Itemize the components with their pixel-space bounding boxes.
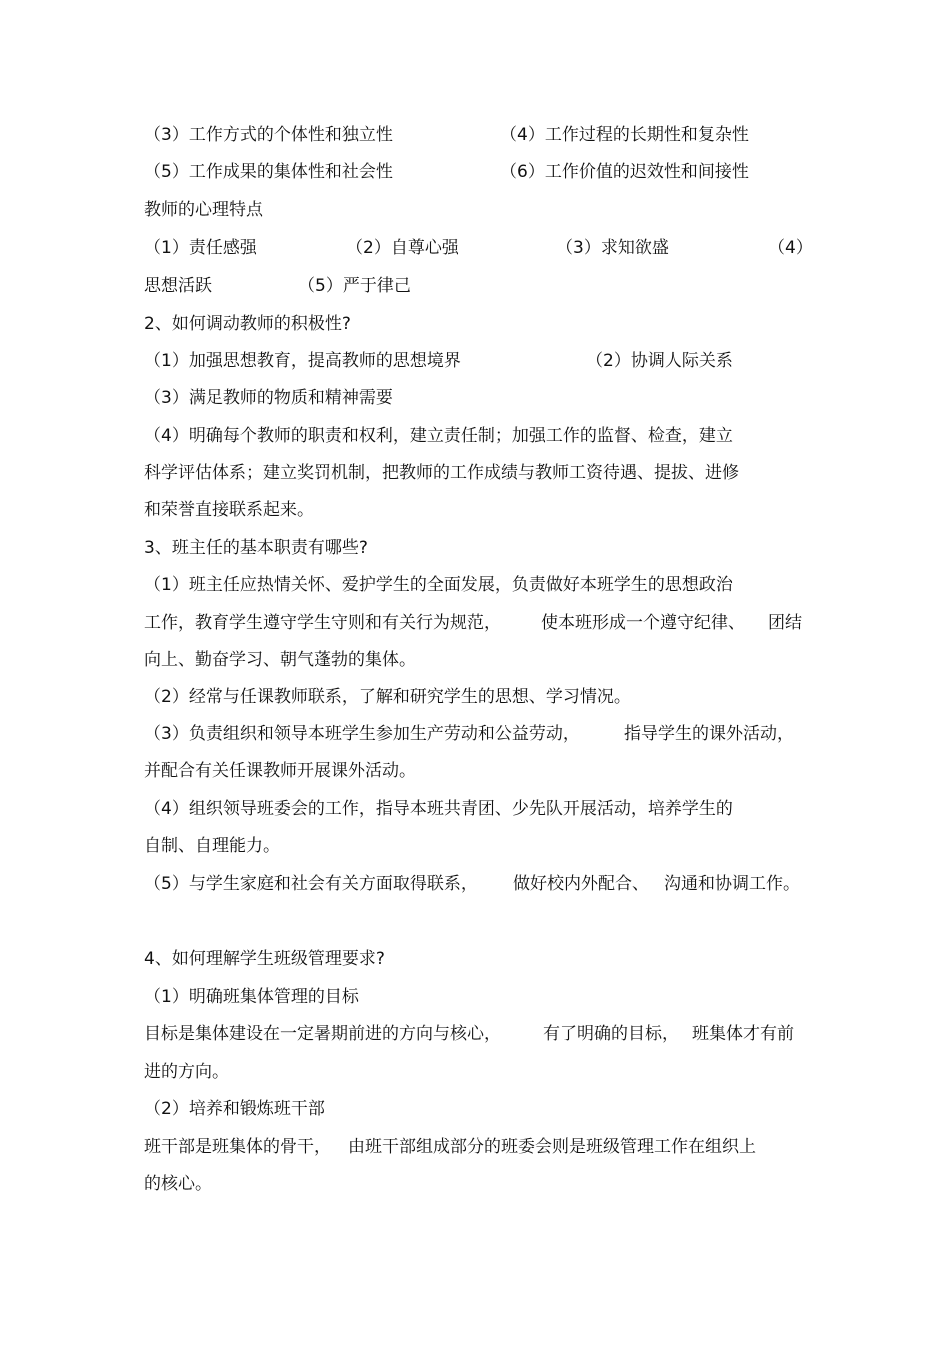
text-line: （2）培养和锻炼班干部 bbox=[144, 1099, 325, 1119]
text-line: 的核心。 bbox=[144, 1174, 212, 1194]
text-line: （5）工作成果的集体性和社会性 bbox=[144, 162, 393, 182]
section-heading: 2、如何调动教师的积极性? bbox=[144, 314, 351, 334]
text-line: 进的方向。 bbox=[144, 1062, 229, 1082]
text-line: （1）明确班集体管理的目标 bbox=[144, 987, 359, 1007]
text-line: 科学评估体系；建立奖罚机制，把教师的工作成绩与教师工资待遇、提拔、进修 bbox=[144, 463, 739, 483]
text-line: 自制、自理能力。 bbox=[144, 836, 280, 856]
text-line: 教师的心理特点 bbox=[144, 200, 263, 220]
section-heading: 3、班主任的基本职责有哪些? bbox=[144, 538, 368, 558]
text-line: 班干部是班集体的骨干， bbox=[144, 1137, 331, 1157]
section-heading: 4、如何理解学生班级管理要求? bbox=[144, 949, 385, 969]
text-line: （1）班主任应热情关怀、爱护学生的全面发展，负责做好本班学生的思想政治 bbox=[144, 575, 733, 595]
text-line: 班集体才有前 bbox=[692, 1024, 794, 1044]
text-line: （6）工作价值的迟效性和间接性 bbox=[500, 162, 749, 182]
text-line: （4） bbox=[768, 238, 813, 258]
text-line: 向上、勤奋学习、朝气蓬勃的集体。 bbox=[144, 650, 416, 670]
text-line: （5）与学生家庭和社会有关方面取得联系， bbox=[144, 874, 478, 894]
text-line: （1）加强思想教育，提高教师的思想境界 bbox=[144, 351, 461, 371]
text-line: 思想活跃 bbox=[144, 276, 212, 296]
text-line: 使本班形成一个遵守纪律、 bbox=[541, 613, 745, 633]
text-line: （4）组织领导班委会的工作，指导本班共青团、少先队开展活动，培养学生的 bbox=[144, 799, 733, 819]
text-line: 并配合有关任课教师开展课外活动。 bbox=[144, 761, 416, 781]
text-line: （3）负责组织和领导本班学生参加生产劳动和公益劳动， bbox=[144, 724, 580, 744]
text-line: （3）满足教师的物质和精神需要 bbox=[144, 388, 393, 408]
text-line: （1）责任感强 bbox=[144, 238, 257, 258]
text-line: 工作，教育学生遵守学生守则和有关行为规范， bbox=[144, 613, 501, 633]
text-line: （2）协调人际关系 bbox=[586, 351, 733, 371]
text-line: （2）自尊心强 bbox=[346, 238, 459, 258]
text-line: （5）严于律己 bbox=[298, 276, 411, 296]
text-line: 有了明确的目标， bbox=[543, 1024, 679, 1044]
text-line: （4）明确每个教师的职责和权利，建立责任制；加强工作的监督、检查，建立 bbox=[144, 426, 733, 446]
text-line: （3）工作方式的个体性和独立性 bbox=[144, 125, 393, 145]
text-line: 指导学生的课外活动， bbox=[624, 724, 794, 744]
text-line: 由班干部组成部分的班委会则是班级管理工作在组织上 bbox=[348, 1137, 756, 1157]
text-line: 沟通和协调工作。 bbox=[664, 874, 800, 894]
text-line: 目标是集体建设在一定暑期前进的方向与核心， bbox=[144, 1024, 501, 1044]
text-line: （4）工作过程的长期性和复杂性 bbox=[500, 125, 749, 145]
text-line: 团结 bbox=[768, 613, 802, 633]
text-line: （2）经常与任课教师联系，了解和研究学生的思想、学习情况。 bbox=[144, 687, 631, 707]
text-line: 和荣誉直接联系起来。 bbox=[144, 500, 314, 520]
text-line: （3）求知欲盛 bbox=[556, 238, 669, 258]
text-line: 做好校内外配合、 bbox=[513, 874, 649, 894]
